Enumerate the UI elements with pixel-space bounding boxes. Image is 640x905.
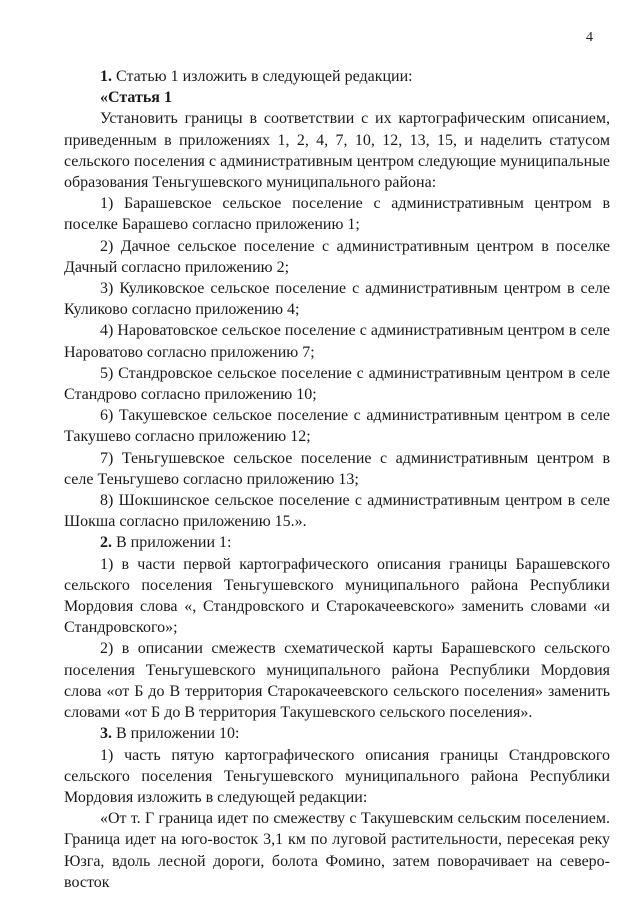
document-body: [64, 66, 610, 893]
section-1-text: Статью 1 изложить в следующей редакции:: [112, 68, 413, 85]
section-2-item: 1) в части первой картографического описания границы Барашевского сельского поселения Теньгушевского муниципального района Республики Мордовия слова «, Стандровского и Старокачеевского» заменить словами «и Стандровского»;: [64, 555, 610, 637]
article-item: 7) Теньгушевское сельское поселение с административным центром в селе Теньгушево согласно приложению 13;: [64, 449, 610, 488]
article-item: 2) Дачное сельское поселение с административным центром в поселке Дачный согласно приложению 2;: [64, 237, 610, 276]
page-number: 4: [586, 30, 593, 45]
section-1-number: 1.: [100, 68, 112, 85]
article-item: 4) Нароватовское сельское поселение с административным центром в селе Нароватово согласно приложению 7;: [64, 322, 610, 361]
section-1-heading: [64, 66, 610, 87]
section-2-number: 2.: [100, 534, 112, 552]
section-2-item: 2) в описании смежеств схематической карты Барашевского сельского поселения Теньгушевского муниципального района Республики Мордовия слова «от Б до В территория Старокачеевского сельского поселения» заменить словами «от Б до В территория Такушевского сельского поселения».: [64, 640, 610, 722]
article-item: 8) Шокшинское сельское поселение с административным центром в селе Шокша согласно приложению 15.».: [64, 492, 610, 531]
section-3-quote: «От т. Г граница идет по смежеству с Такушевским сельским поселением. Граница идет на юго-восток 3,1 км по луговой растительности, пересекая реку Юзга, вдоль лесной дороги, болота Фомино, затем поворачивает на северо-восток: [64, 810, 610, 891]
article-intro: Установить границы в соответствии с их картографическим описанием, приведенным в приложениях 1, 2, 4, 7, 10, 12, 13, 15, и наделить статусом сельского поселения с административным центром следующие муниципальные образования Теньгушевского муниципального района:: [64, 110, 610, 192]
section-2-heading: [64, 532, 610, 553]
section-3-heading: [64, 723, 610, 744]
article-item: 1) Барашевское сельское поселение с административным центром в поселке Барашево согласно приложению 1;: [64, 195, 610, 234]
article-item: 5) Стандровское сельское поселение с административным центром в селе Стандрово согласно приложению 10;: [64, 364, 610, 404]
article-item: 3) Куликовское сельское поселение с административным центром в селе Куликово согласно приложению 4;: [64, 280, 610, 319]
section-3-item: 1) часть пятую картографического описания границы Стандровского сельского поселения Теньгушевского муниципального района Республики Мордовия изложить в следующей редакции:: [64, 746, 610, 806]
section-3-text: В приложении 10:: [112, 725, 240, 743]
section-3-number: 3.: [100, 725, 112, 743]
article-title: «Статья 1: [100, 89, 172, 107]
section-2-text: В приложении 1:: [112, 534, 232, 552]
article-item: 6) Такушевское сельское поселение с административным центром в селе Такушево согласно приложению 12;: [64, 407, 610, 446]
